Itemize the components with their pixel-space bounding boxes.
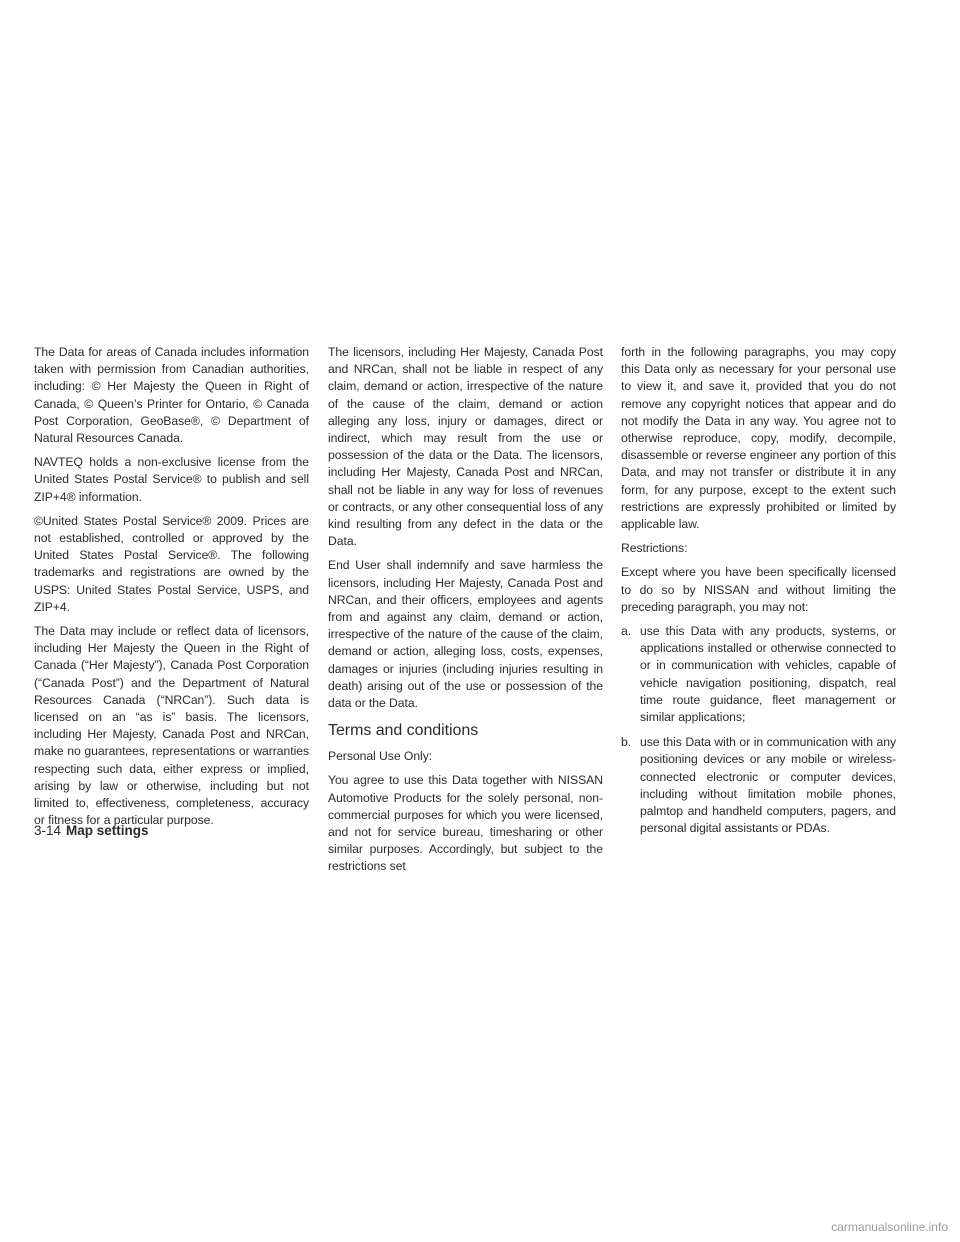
list-item-text: use this Data with any products, systems, or applications installed or otherwise connected to or in communication with vehicles, capable of vehicle navigation positioning, dispatch, real time route guidance, fleet management or similar applications; bbox=[640, 624, 896, 725]
paragraph: The Data may include or reflect data of licensors, including Her Majesty the Queen in the Right of Canada (“Her Majesty”), Canada Post Corporation (“Canada Post”) and the Department of Natural Resources Canada (“NRCan”). Such data is licensed on an “as is” basis. The licensors, including Her Majesty, Canada Post and NRCan, make no guarantees, representations or warranties respecting such data, either express or implied, arising by law or otherwise, including but not limited to, effectiveness, completeness, accuracy or fitness for a particular purpose. bbox=[34, 624, 309, 828]
list-item bbox=[621, 734, 896, 837]
paragraph: NAVTEQ holds a non-exclusive license from the United States Postal Service® to publish and sell ZIP+4® information. bbox=[34, 455, 309, 504]
paragraph: ©United States Postal Service® 2009. Prices are not established, controlled or approved by the United States Postal Service®. The following trademarks and registrations are owned by the USPS: United States Postal Service, USPS, and ZIP+4. bbox=[34, 513, 309, 614]
list-marker: a. bbox=[621, 624, 632, 639]
paragraph: Personal Use Only: bbox=[328, 749, 433, 764]
watermark: carmanualsonline.info bbox=[831, 1220, 948, 1234]
paragraph: You agree to use this Data together with NISSAN Automotive Products for the solely personal, non-commercial purposes for which you were licensed, and not for service bureau, timesharing or other similar purposes. Accordingly, but subject to the restrictions set bbox=[328, 773, 603, 874]
text-column-1 bbox=[34, 344, 309, 836]
section-heading: Terms and conditions bbox=[328, 722, 479, 740]
paragraph: The Data for areas of Canada includes information taken with permission from Canadian authorities, including: © Her Majesty the Queen in Right of Canada, © Queen’s Printer for Ontario, © Canada Post Corporation, GeoBase®, © Department of Natural Resources Canada. bbox=[34, 345, 309, 446]
text-column-3 bbox=[621, 344, 896, 845]
paragraph: End User shall indemnify and save harmless the licensors, including Her Majesty, Canada Post and NRCan, and their officers, employees and agents from and against any claim, demand or action, irrespective of the nature of the cause of the claim, demand or action, alleging loss, costs, expenses, damages or injuries (including injuries resulting in death) arising out of the use or possession of the data or the Data. bbox=[328, 558, 603, 711]
list-item bbox=[621, 623, 896, 726]
paragraph: Except where you have been specifically licensed to do so by NISSAN and without limiting the preceding paragraph, you may not: bbox=[621, 565, 896, 614]
list-item-text: use this Data with or in communication with any positioning devices or any mobile or wireless-connected electronic or computer devices, including without limitation mobile phones, palmtop and handheld computers, pagers, and personal digital assistants or PDAs. bbox=[640, 735, 896, 836]
section-title: Map settings bbox=[66, 823, 149, 838]
list-marker: b. bbox=[621, 735, 632, 750]
paragraph: forth in the following paragraphs, you may copy this Data only as necessary for your personal use to view it, and save it, provided that you do not remove any copyright notices that appear and do not modify the Data in any way. You agree not to otherwise reproduce, copy, modify, decompile, disassemble or reverse engineer any portion of this Data, and may not transfer or distribute it in any form, for any purpose, except to the extent such restrictions are expressly prohibited or limited by applicable law. bbox=[621, 345, 896, 532]
paragraph: Restrictions: bbox=[621, 541, 688, 556]
page-number: 3-14 bbox=[34, 823, 62, 838]
page-footer bbox=[34, 822, 149, 840]
paragraph: The licensors, including Her Majesty, Canada Post and NRCan, shall not be liable in respect of any claim, demand or action, irrespective of the nature of the cause of the claim, demand or action alleging any loss, injury or damages, direct or indirect, which may result from the use or possession of the data or the Data. The licensors, including Her Majesty, Canada Post and NRCan, shall not be liable in any way for loss of revenues or contracts, or any other consequential loss of any kind resulting from any defect in the data or the Data. bbox=[328, 345, 603, 549]
text-column-2 bbox=[328, 344, 603, 883]
